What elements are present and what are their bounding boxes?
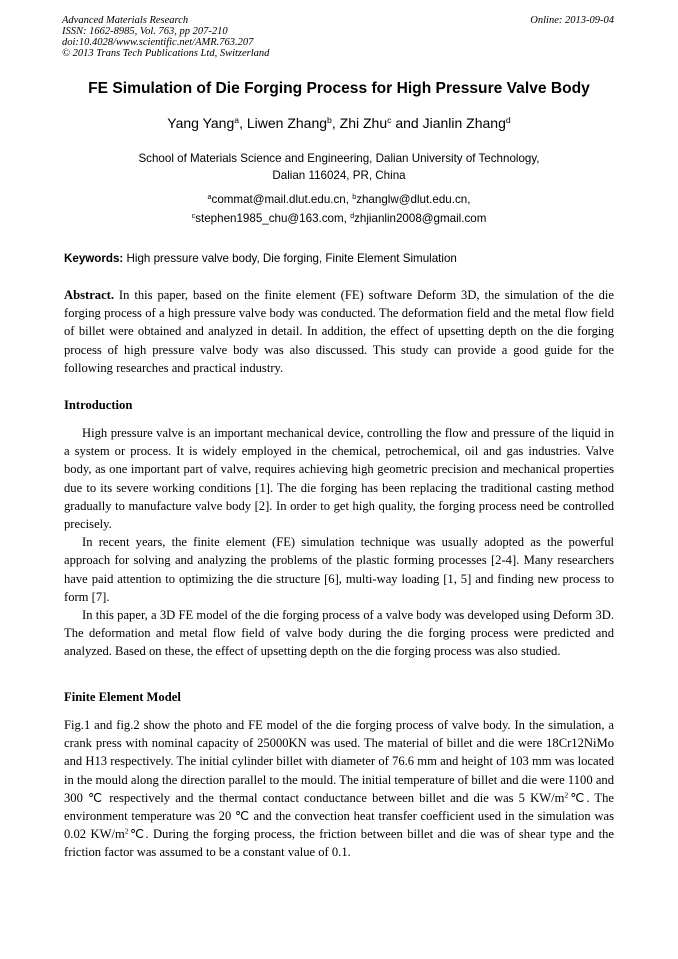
copyright-line: © 2013 Trans Tech Publications Ltd, Switzerland — [62, 48, 270, 59]
author: Zhi Zhu$^c$ and — [339, 115, 423, 131]
online-date: Online: 2013-09-04 — [530, 15, 614, 26]
email-line-1: $^a$commat@mail.dlut.edu.cn, $^b$zhanglw@dlut.edu.cn, — [207, 192, 471, 206]
email-link[interactable]: commat@mail.dlut.edu.cn, — [211, 193, 353, 206]
author: Liwen Zhang$^b$, — [246, 115, 340, 131]
keywords — [64, 252, 614, 265]
author-list — [40, 115, 638, 131]
paragraph: Fig.1 and fig.2 show the photo and FE model of the die forging process of valve body. In the simulation, a crank press with nominal capacity of 25000KN was used. The material of billet and die were 18Cr12NiMo and H13 respectively. The initial cylinder billet with diameter of 76.6 mm and height of 103 mm was located in the mould along the direction parallel to the mould. The initial temperature of billet and die were 1100 and 300 ℃ respectively and the thermal contact conductance between billet and die was 5 $KW/m^2℃$. The environment temperature was 20 ℃ and the convection heat transfer coefficient used in the simulation was 0.02 $KW/m^2℃$. During the forging process, the friction between billet and die was of shear type and the friction factor was assumed to be a constant value of 0.1. — [64, 718, 614, 860]
author: Jianlin Zhang$^d$ — [422, 115, 511, 131]
affiliation-line-1: School of Materials Science and Engineering, Dalian University of Technology, — [138, 152, 540, 165]
introduction-body — [64, 424, 614, 661]
paragraph: In this paper, a 3D FE model of the die forging process of a valve body was developed using Deform 3D. The deformation and metal flow field of valve body during the die forging process were predicted and analyzed. Based on these, the effect of upsetting depth on the die forging process was also studied. — [64, 608, 614, 659]
keywords-label: Keywords: — [64, 252, 124, 265]
email-link[interactable]: zhjianlin2008@gmail.com — [354, 212, 487, 225]
email-line-2: $^c$stephen1985_chu@163.com, $^d$zhjianlin2008@gmail.com — [191, 211, 487, 225]
journal-header — [62, 15, 269, 59]
author-emails — [40, 190, 638, 228]
paragraph: In recent years, the finite element (FE) simulation technique was usually adopted as the powerful approach for solving and analyzing the problems of the plastic forming processes [2-4]. Many researchers have paid attention to optimizing the die structure [6], multi-way loading [1, 5] and finding new process to form [7]. — [64, 535, 614, 604]
email-link[interactable]: zhanglw@dlut.edu.cn, — [356, 193, 471, 206]
abstract — [64, 286, 614, 377]
paragraph: High pressure valve is an important mechanical device, controlling the flow and pressure of the liquid in a system or process. It is widely employed in the chemical, petrochemical, oil and gas industries. Valve body, as one important part of valve, requires achieving high geometric precision and mechanical properties due to its severe working conditions [1]. The die forging has been replacing the traditional casting method gradually to manufacture valve body [2]. In order to get high quality, the forging process need be controlled precisely. — [64, 426, 614, 532]
section-heading-finite-element-model: Finite Element Model — [64, 690, 181, 704]
journal-name: Advanced Materials Research — [62, 15, 189, 26]
affiliation — [40, 150, 638, 184]
author: Yang Yang$^a$, — [167, 115, 247, 131]
doi-line[interactable]: doi:10.4028/www.scientific.net/AMR.763.207 — [62, 37, 254, 48]
paper-title: FE Simulation of Die Forging Process for High Pressure Valve Body — [88, 80, 590, 97]
abstract-label: Abstract. — [64, 288, 115, 302]
email-link[interactable]: stephen1985_chu@163.com, — [195, 212, 351, 225]
issn-line: ISSN: 1662-8985, Vol. 763, pp 207-210 — [62, 26, 228, 37]
section-heading-introduction: Introduction — [64, 398, 133, 412]
abstract-text: In this paper, based on the finite element (FE) software Deform 3D, the simulation of the die forging process of a high pressure valve body was conducted. The deformation field and the metal flow field of billet were obtained and analyzed in detail. In addition, the effect of upsetting depth on the die forging process of high pressure valve body was also discussed. This study can provide a good guide for the following researches and practical industry. — [64, 288, 614, 375]
affiliation-line-2: Dalian 116024, PR, China — [272, 169, 406, 182]
finite-element-model-body — [64, 716, 614, 862]
keywords-text: High pressure valve body, Die forging, Finite Element Simulation — [123, 252, 457, 265]
